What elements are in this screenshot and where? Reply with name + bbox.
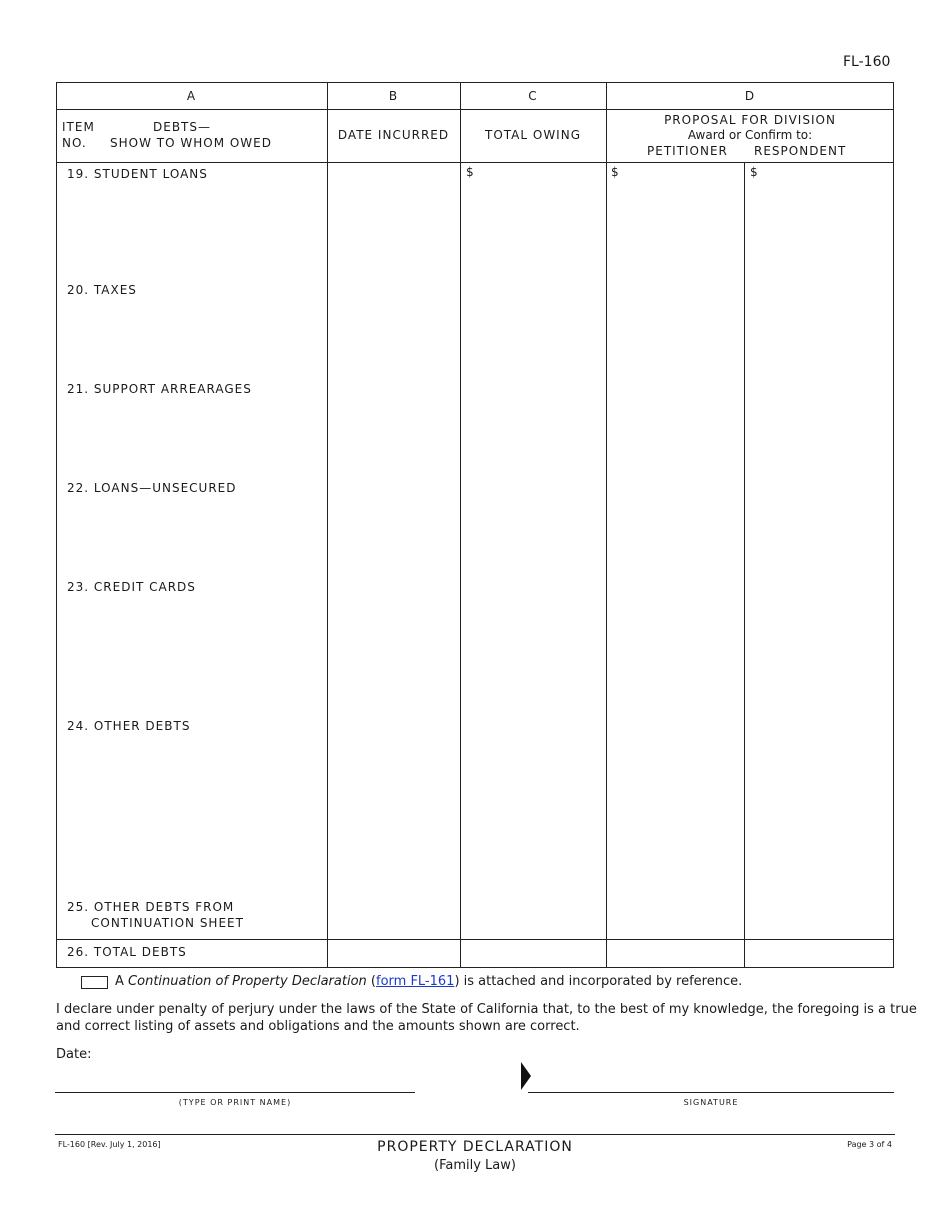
total-owing-currency: $ (466, 165, 474, 179)
total-owing-header: TOTAL OWING (484, 128, 581, 142)
petitioner-header: PETITIONER (647, 144, 728, 158)
print-name-caption: (TYPE OR PRINT NAME) (178, 1098, 292, 1107)
debts-table (56, 82, 894, 968)
column-b-letter: B (388, 89, 399, 103)
attachment-prefix: A (115, 974, 124, 989)
form-fl-161-link[interactable]: form FL-161 (376, 974, 455, 989)
signature-caption: SIGNATURE (683, 1098, 739, 1107)
attachment-title: Continuation of Property Declaration (128, 974, 367, 989)
column-divider (606, 82, 607, 968)
table-rule (56, 162, 894, 163)
date-incurred-header: DATE INCURRED (337, 128, 450, 142)
attachment-suffix: ) is attached and incorporated by reference. (454, 974, 743, 989)
column-a-letter: A (186, 89, 197, 103)
column-divider (744, 162, 745, 968)
item-25-continuation-sheet: CONTINUATION SHEET (91, 916, 244, 930)
footer-rule (55, 1134, 895, 1135)
column-c-letter: C (528, 89, 538, 103)
column-d-letter: D (744, 89, 756, 103)
item-no-header-2: NO. (62, 136, 87, 150)
declaration-line-1: I declare under penalty of perjury under the laws of the State of California that, to the best of my knowledge, the foregoing is a true (56, 1002, 917, 1017)
debts-header-2: SHOW TO WHOM OWED (110, 136, 272, 150)
column-divider (327, 82, 328, 968)
item-no-header-1: ITEM (62, 120, 95, 134)
continuation-attached-checkbox[interactable] (81, 976, 108, 989)
item-19-student-loans: 19. STUDENT LOANS (67, 167, 208, 181)
item-25-other-debts-continuation: 25. OTHER DEBTS FROM (67, 900, 235, 914)
form-id: FL-160 (843, 54, 891, 70)
attachment-open-paren: ( (370, 974, 376, 989)
continuation-attached-text (115, 973, 742, 990)
item-26-total-debts: 26. TOTAL DEBTS (67, 945, 187, 959)
signature-arrow-icon (521, 1062, 533, 1090)
revision-date: FL-160 [Rev. July 1, 2016] (58, 1140, 161, 1149)
table-rule (56, 939, 894, 940)
footer-title: PROPERTY DECLARATION (377, 1139, 573, 1155)
item-21-support-arrearages: 21. SUPPORT ARREARAGES (67, 382, 252, 396)
item-24-other-debts: 24. OTHER DEBTS (67, 719, 191, 733)
signature-line[interactable] (528, 1092, 894, 1093)
proposal-header: PROPOSAL FOR DIVISION (664, 113, 836, 127)
declaration-line-2: and correct listing of assets and obligations and the amounts shown are correct. (56, 1019, 580, 1034)
date-label: Date: (56, 1047, 92, 1062)
respondent-header: RESPONDENT (754, 144, 847, 158)
item-23-credit-cards: 23. CREDIT CARDS (67, 580, 196, 594)
page-number: Page 3 of 4 (847, 1140, 892, 1149)
respondent-currency: $ (750, 165, 758, 179)
award-confirm-header: Award or Confirm to: (687, 128, 813, 142)
column-divider (460, 82, 461, 968)
table-rule (56, 109, 894, 110)
item-22-loans-unsecured: 22. LOANS—UNSECURED (67, 481, 237, 495)
item-20-taxes: 20. TAXES (67, 283, 137, 297)
debts-header-1: DEBTS— (153, 120, 212, 134)
print-name-line[interactable] (55, 1092, 415, 1093)
petitioner-currency: $ (611, 165, 619, 179)
footer-subtitle: (Family Law) (434, 1158, 516, 1173)
